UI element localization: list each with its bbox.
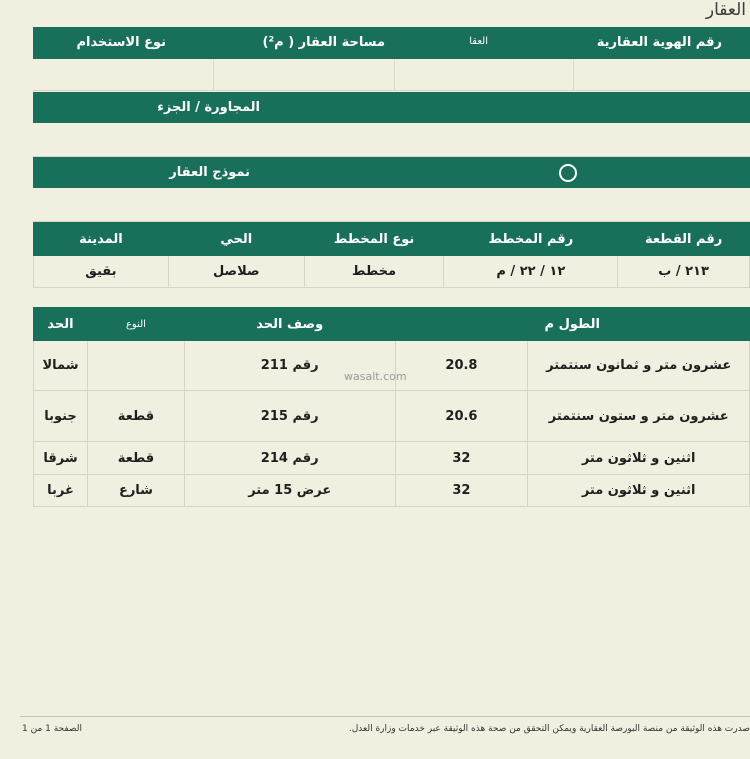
border-header: الحد [34,308,88,341]
table-row [34,442,750,475]
border-cell: جنوبا [34,391,88,442]
model-label: نموذج العقار [169,165,250,180]
plot-number-value: ٢١٣ / ب [618,256,750,288]
district-value: صلاصل [168,256,304,288]
watermark: wasalt.com [344,370,407,383]
model-values-row [33,188,750,222]
usage-type-label: نوع الاستخدام [76,35,166,50]
district-header: الحي [168,223,304,256]
city-header: المدينة [34,223,169,256]
length-cell: 32 [395,475,528,507]
location-header-row [34,223,750,256]
type-cell: قطعة [88,442,185,475]
description-cell: عرض 15 متر [184,475,395,507]
footer-divider [20,716,750,717]
plan-number-value: ١٢ / ٢٢ / م [444,256,618,288]
description-cell: رقم 215 [184,391,395,442]
border-cell: شرقا [34,442,88,475]
emblem-icon [559,164,577,182]
length-cell: 32 [395,442,528,475]
length-cell: 20.6 [395,391,528,442]
plan-type-value: مخطط [304,256,444,288]
type-cell: قطعة [88,391,185,442]
adjacent-values-row [33,123,750,157]
location-table [33,222,750,288]
location-values-row [34,256,750,288]
type-cell: شارع [88,475,185,507]
plan-number-header: رقم المخطط [444,223,618,256]
border-cell: غربا [34,475,88,507]
plan-type-header: نوع المخطط [304,223,444,256]
adjacent-header-bar [33,92,750,123]
length-header: الطول م [395,308,749,341]
border-cell: شمالا [34,341,88,391]
boundaries-header-row [34,308,750,341]
footer-note: صدرت هذه الوثيقة من منصة البورصة العقارية ويمكن التحقق من صحة هذه الوثيقة عبر خدمات وزارة العدل. [348,724,750,734]
page-number: الصفحة 1 من 1 [22,724,82,734]
description-cell: رقم 211 [184,341,395,391]
table-row [34,391,750,442]
length-text-cell: عشرون متر و ثمانون سنتمتر [528,341,750,391]
area-label: مساحة العقار ( م²) [262,35,385,50]
length-text-cell: عشرون متر و ستون سنتمتر [528,391,750,442]
length-cell: 20.8 [395,341,528,391]
length-text-cell: اثنين و ثلاثون متر [528,442,750,475]
identity-number-value: العقا [469,36,488,47]
adjacent-label: المجاورة / الجزء [157,100,260,115]
model-header-bar [33,157,750,188]
table-row [34,341,750,391]
identity-number-label: رقم الهوية العقارية [596,35,722,50]
page-heading: العقار [705,0,746,20]
table-row [34,475,750,507]
description-cell: رقم 214 [184,442,395,475]
identity-values-row [33,59,750,91]
boundaries-table [33,307,750,507]
type-cell [88,341,185,391]
length-text-cell: اثنين و ثلاثون متر [528,475,750,507]
type-header: النوع [88,308,185,341]
plot-number-header: رقم القطعة [618,223,750,256]
city-value: بقيق [34,256,169,288]
identity-header-bar [33,27,750,59]
description-header: وصف الحد [184,308,395,341]
